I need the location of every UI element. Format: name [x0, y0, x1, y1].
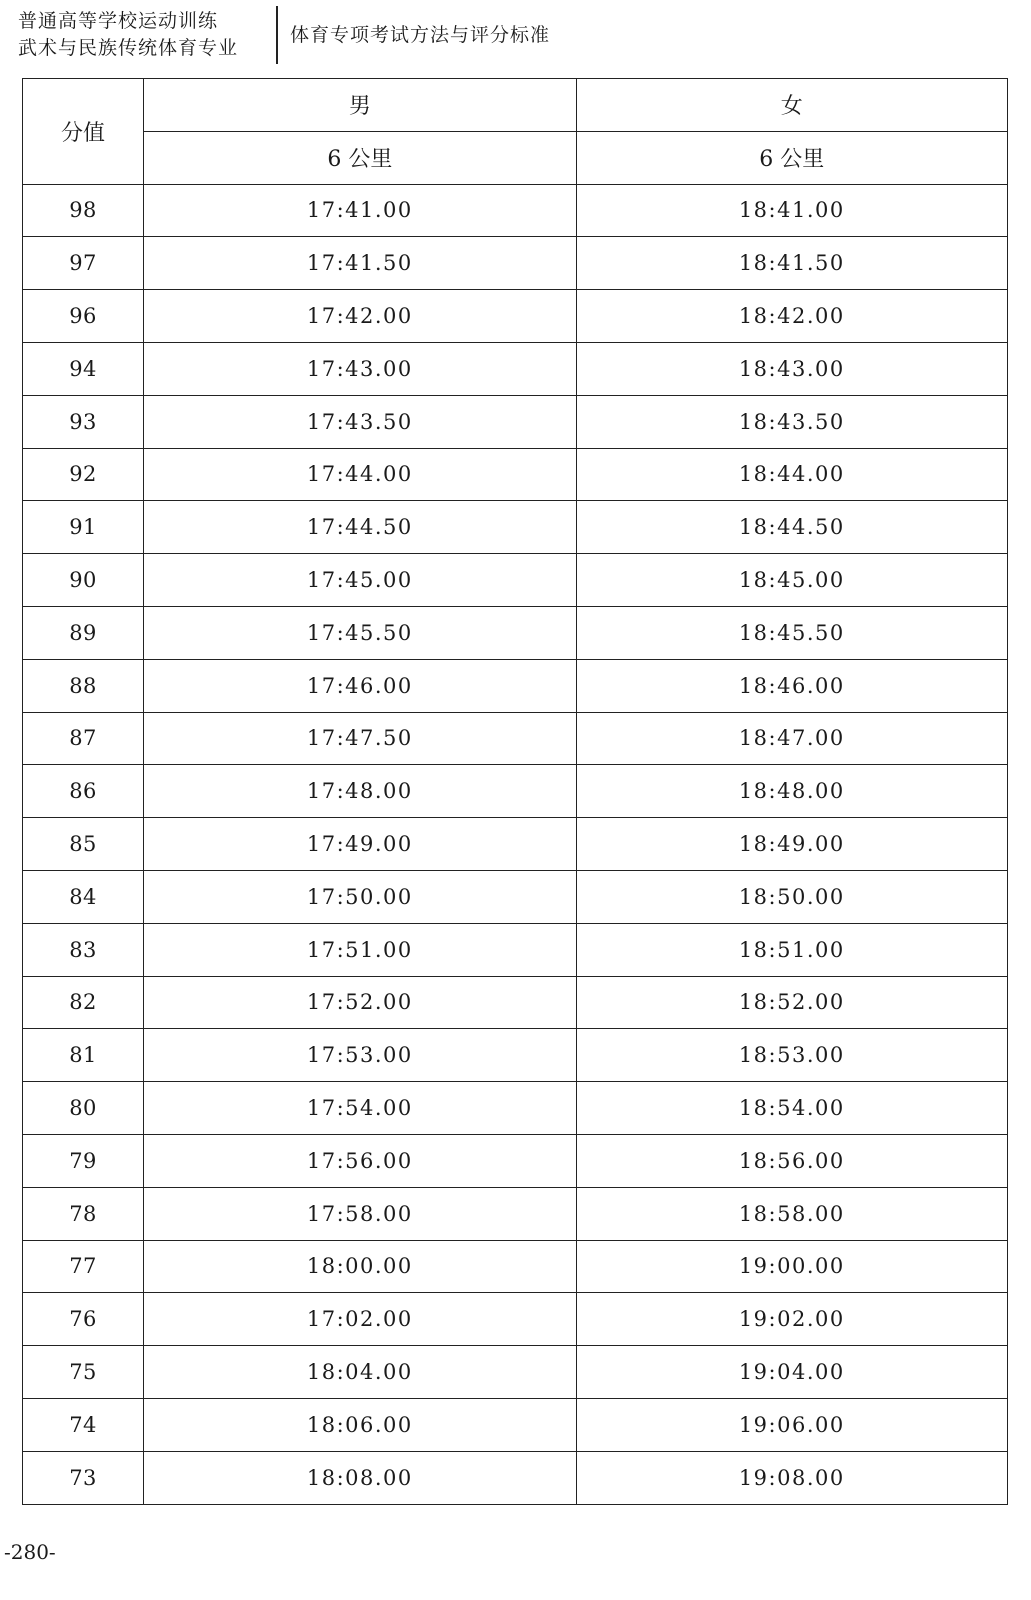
score-cell: 76 [23, 1293, 144, 1346]
score-cell: 82 [23, 976, 144, 1029]
female-time-cell: 18:51.00 [576, 923, 1007, 976]
score-cell: 79 [23, 1134, 144, 1187]
score-cell: 89 [23, 606, 144, 659]
female-time-cell: 19:06.00 [576, 1398, 1007, 1451]
score-cell: 75 [23, 1346, 144, 1399]
score-cell: 85 [23, 818, 144, 871]
female-time-cell: 18:41.00 [576, 184, 1007, 237]
table-row [23, 1134, 1008, 1187]
male-event-header: 6 公里 [144, 131, 576, 184]
male-time-cell: 17:44.50 [144, 501, 576, 554]
female-event-header: 6 公里 [576, 131, 1007, 184]
female-time-cell: 18:47.00 [576, 712, 1007, 765]
female-time-cell: 19:04.00 [576, 1346, 1007, 1399]
male-time-cell: 17:54.00 [144, 1082, 576, 1135]
score-cell: 93 [23, 395, 144, 448]
male-time-cell: 17:43.50 [144, 395, 576, 448]
male-time-cell: 18:00.00 [144, 1240, 576, 1293]
male-time-cell: 17:51.00 [144, 923, 576, 976]
table-row [23, 1187, 1008, 1240]
male-time-cell: 17:47.50 [144, 712, 576, 765]
female-column-header: 女 [576, 79, 1007, 132]
male-time-cell: 17:48.00 [144, 765, 576, 818]
table-row [23, 554, 1008, 607]
male-time-cell: 17:41.00 [144, 184, 576, 237]
score-cell: 81 [23, 1029, 144, 1082]
male-time-cell: 18:04.00 [144, 1346, 576, 1399]
female-time-cell: 18:41.50 [576, 237, 1007, 290]
female-time-cell: 18:58.00 [576, 1187, 1007, 1240]
running-head [18, 6, 1018, 64]
male-time-cell: 17:43.00 [144, 342, 576, 395]
table-header-row [23, 79, 1008, 132]
score-cell: 97 [23, 237, 144, 290]
male-time-cell: 17:44.00 [144, 448, 576, 501]
header-divider [276, 6, 278, 64]
male-time-cell: 17:41.50 [144, 237, 576, 290]
female-time-cell: 18:44.50 [576, 501, 1007, 554]
score-cell: 94 [23, 342, 144, 395]
table-row [23, 976, 1008, 1029]
score-table-body [23, 184, 1008, 1504]
female-time-cell: 18:52.00 [576, 976, 1007, 1029]
table-row [23, 1346, 1008, 1399]
table-row [23, 1082, 1008, 1135]
score-cell: 92 [23, 448, 144, 501]
female-time-cell: 19:02.00 [576, 1293, 1007, 1346]
table-subheader-row [23, 131, 1008, 184]
score-cell: 86 [23, 765, 144, 818]
male-time-cell: 17:42.00 [144, 290, 576, 343]
male-time-cell: 17:02.00 [144, 1293, 576, 1346]
male-time-cell: 17:45.50 [144, 606, 576, 659]
male-time-cell: 17:45.00 [144, 554, 576, 607]
table-row [23, 818, 1008, 871]
table-row [23, 184, 1008, 237]
score-cell: 77 [23, 1240, 144, 1293]
female-time-cell: 18:56.00 [576, 1134, 1007, 1187]
score-cell: 91 [23, 501, 144, 554]
score-cell: 83 [23, 923, 144, 976]
male-time-cell: 17:52.00 [144, 976, 576, 1029]
male-time-cell: 17:49.00 [144, 818, 576, 871]
table-row [23, 1240, 1008, 1293]
male-time-cell: 18:08.00 [144, 1451, 576, 1504]
table-row [23, 501, 1008, 554]
score-cell: 74 [23, 1398, 144, 1451]
table-row [23, 290, 1008, 343]
page-number: -280- [4, 1540, 56, 1564]
score-cell: 80 [23, 1082, 144, 1135]
table-row [23, 712, 1008, 765]
score-cell: 96 [23, 290, 144, 343]
score-column-header: 分值 [23, 79, 144, 185]
male-time-cell: 17:46.00 [144, 659, 576, 712]
book-title [18, 8, 270, 62]
table-row [23, 1398, 1008, 1451]
table-row [23, 923, 1008, 976]
score-table [22, 78, 1008, 1505]
score-cell: 78 [23, 1187, 144, 1240]
table-row [23, 1029, 1008, 1082]
table-row [23, 606, 1008, 659]
female-time-cell: 18:49.00 [576, 818, 1007, 871]
female-time-cell: 19:08.00 [576, 1451, 1007, 1504]
female-time-cell: 18:46.00 [576, 659, 1007, 712]
female-time-cell: 18:43.50 [576, 395, 1007, 448]
male-time-cell: 18:06.00 [144, 1398, 576, 1451]
male-column-header: 男 [144, 79, 576, 132]
female-time-cell: 18:45.00 [576, 554, 1007, 607]
female-time-cell: 18:53.00 [576, 1029, 1007, 1082]
table-row [23, 1451, 1008, 1504]
table-row [23, 342, 1008, 395]
score-cell: 84 [23, 870, 144, 923]
score-cell: 73 [23, 1451, 144, 1504]
book-title-line2: 武术与民族传统体育专业 [18, 37, 239, 59]
table-row [23, 395, 1008, 448]
female-time-cell: 18:50.00 [576, 870, 1007, 923]
score-cell: 88 [23, 659, 144, 712]
male-time-cell: 17:50.00 [144, 870, 576, 923]
male-time-cell: 17:58.00 [144, 1187, 576, 1240]
score-cell: 98 [23, 184, 144, 237]
table-row [23, 1293, 1008, 1346]
chapter-title: 体育专项考试方法与评分标准 [290, 24, 551, 46]
score-cell: 87 [23, 712, 144, 765]
book-title-line1: 普通高等学校运动训练 [18, 10, 219, 32]
female-time-cell: 18:48.00 [576, 765, 1007, 818]
table-row [23, 448, 1008, 501]
table-row [23, 659, 1008, 712]
male-time-cell: 17:56.00 [144, 1134, 576, 1187]
table-row [23, 870, 1008, 923]
female-time-cell: 18:45.50 [576, 606, 1007, 659]
table-row [23, 765, 1008, 818]
female-time-cell: 18:44.00 [576, 448, 1007, 501]
female-time-cell: 18:42.00 [576, 290, 1007, 343]
female-time-cell: 18:54.00 [576, 1082, 1007, 1135]
male-time-cell: 17:53.00 [144, 1029, 576, 1082]
table-row [23, 237, 1008, 290]
female-time-cell: 19:00.00 [576, 1240, 1007, 1293]
female-time-cell: 18:43.00 [576, 342, 1007, 395]
score-cell: 90 [23, 554, 144, 607]
